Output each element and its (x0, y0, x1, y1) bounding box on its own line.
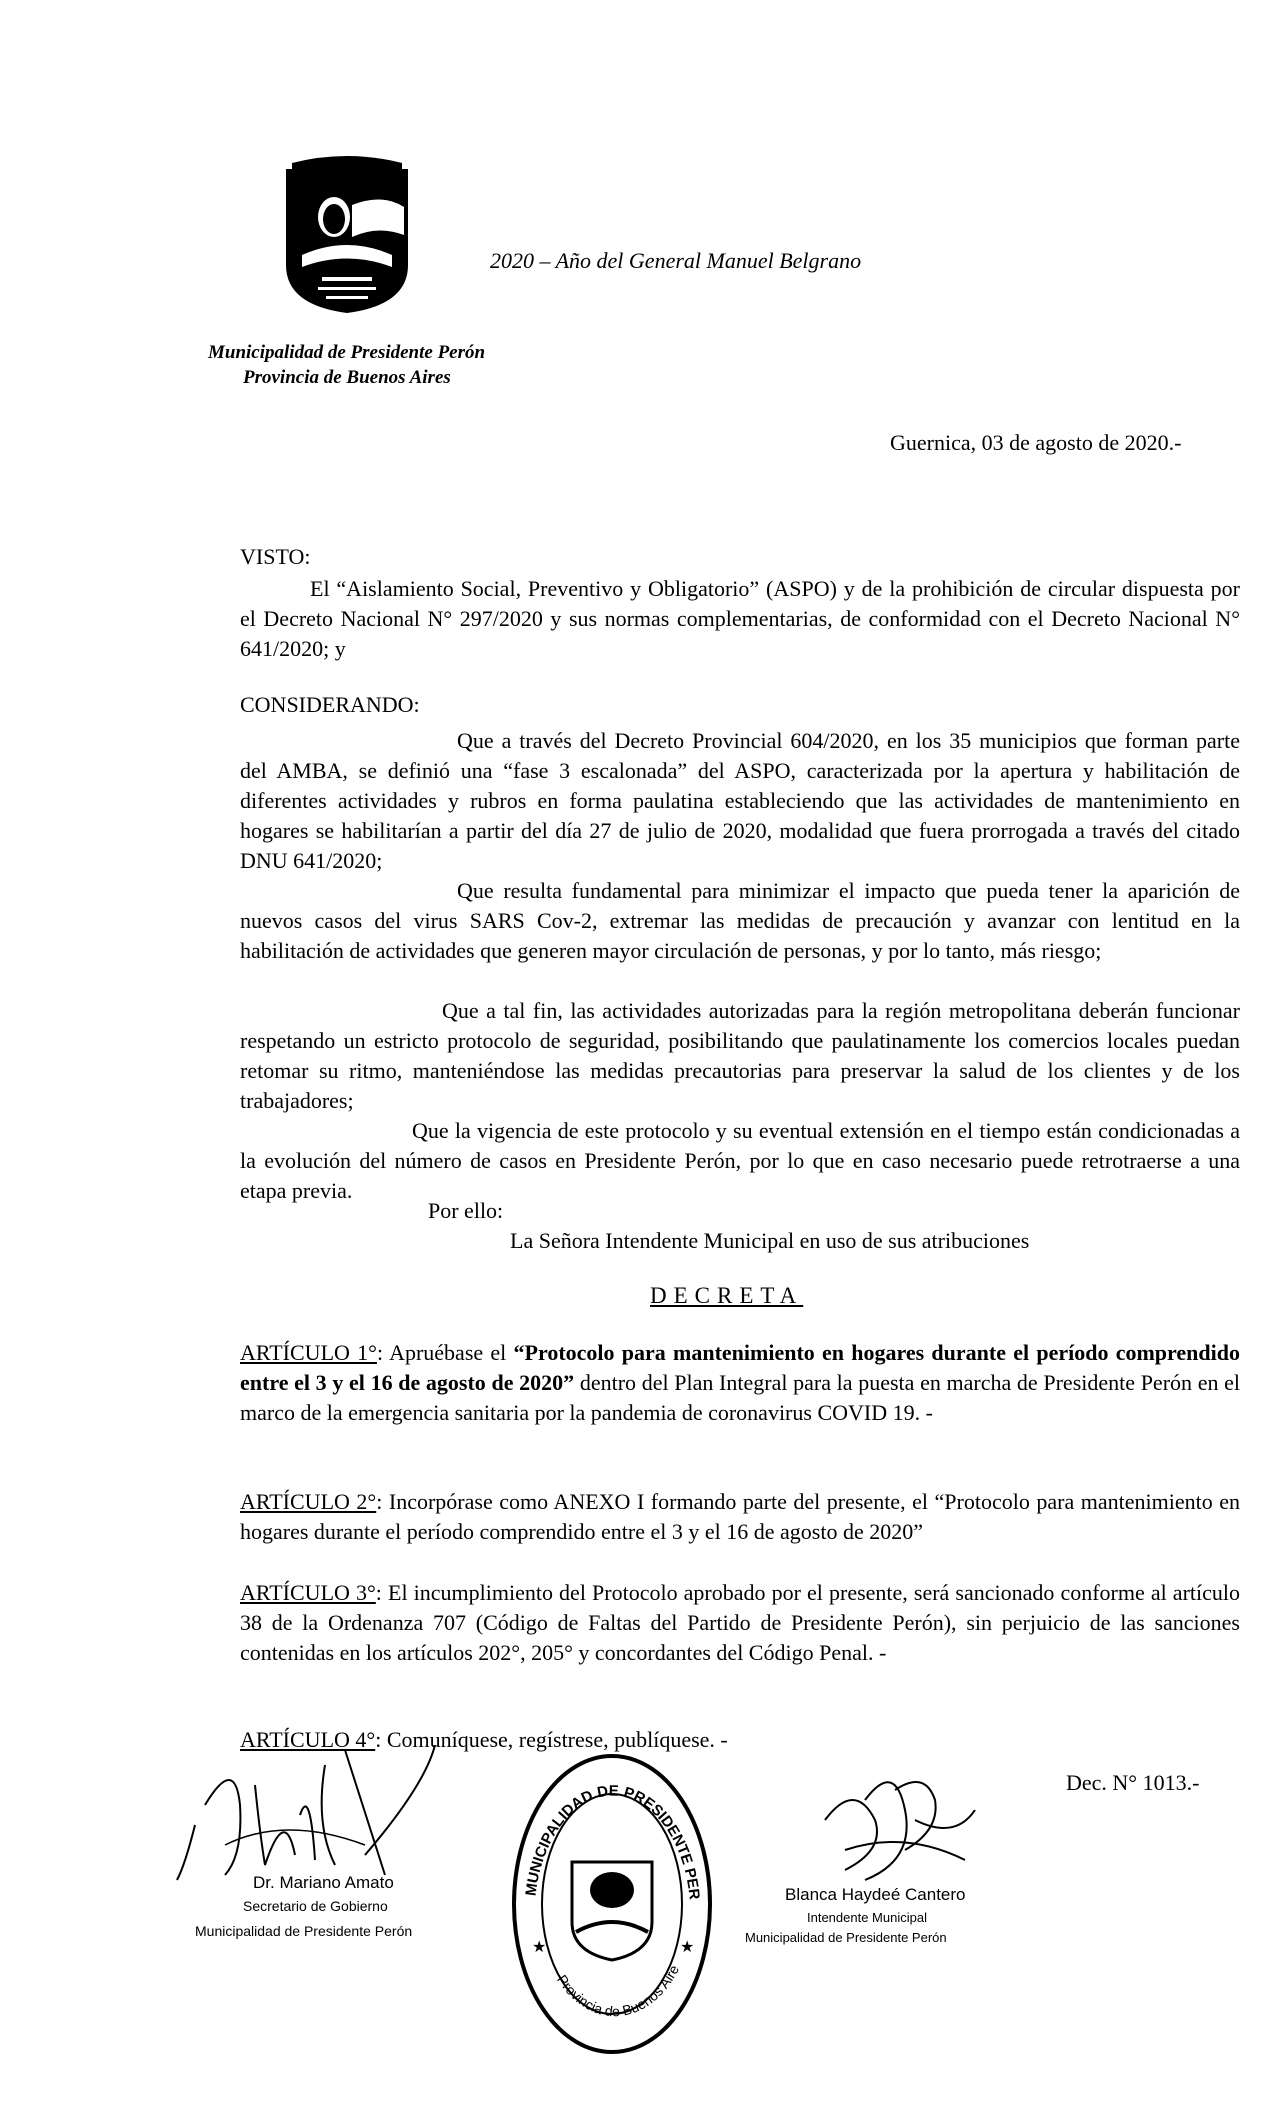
considerando-paragraph-2: Que resulta fundamental para minimizar el impacto que pueda tener la aparición de nuevos casos del virus SARS Cov-2, extremar las medidas de precaución y avanzar con lentitud en la habilitación de actividades que generen mayor circulación de personas, y por lo tanto, más riesgo; (240, 878, 1240, 963)
considerando-heading: CONSIDERANDO: (240, 692, 420, 717)
considerando-paragraph-3: Que a tal fin, las actividades autorizadas para la región metropolitana deberán funcionar respetando un estricto protocolo de seguridad, posibilitando que paulatinamente los comercios locales puedan retomar su ritmo, manteniéndose las medidas precautorias para preservar la salud de los clientes y de los trabajadores; (240, 998, 1240, 1113)
document-date: Guernica, 03 de agosto de 2020.- (890, 430, 1182, 455)
intendente-statement: La Señora Intendente Municipal en uso de sus atribuciones (510, 1228, 1030, 1253)
visto-text: El “Aislamiento Social, Preventivo y Obligatorio” (ASPO) y de la prohibición de circular dispuesta por el Decreto Nacional N° 297/2020 y sus normas complementarias, de conformidad con el Decreto Nacional N° 641/2020; y (240, 576, 1240, 661)
decree-number: Dec. N° 1013.- (1066, 1770, 1200, 1795)
intendente-name: Blanca Haydeé Cantero (785, 1885, 966, 1904)
por-ello: Por ello: (428, 1198, 504, 1223)
secretary-name: Dr. Mariano Amato (253, 1873, 394, 1892)
province-name: Provincia de Buenos Aires (243, 367, 451, 388)
article-1-intro: : Apruébase el (376, 1340, 514, 1365)
municipality-name: Municipalidad de Presidente Perón (208, 342, 486, 363)
secretary-title: Secretario de Gobierno (243, 1898, 388, 1914)
article-3-text: : El incumplimiento del Protocolo aprobado por el presente, será sancionado conforme al artículo 38 de la Ordenanza 707 (Código de Faltas del Partido de Presidente Perón), sin perjuicio de las sanciones contenidas en los artículos 202°, 205° y concordantes del Código Penal. - (240, 1580, 1240, 1665)
article-3-label: ARTÍCULO 3° (240, 1580, 376, 1605)
article-3 (240, 1578, 1240, 1668)
signature-block-intendente (745, 1760, 1045, 1945)
article-1-text: dentro del Plan Integral para la puesta en marcha de Presidente Perón en el marco de la emergencia sanitaria por la pandemia de coronavirus COVID 19. - (240, 1370, 1241, 1425)
intendente-title: Intendente Municipal (807, 1910, 927, 1925)
municipal-coat-of-arms-logo (282, 155, 412, 315)
intendente-org: Municipalidad de Presidente Perón (745, 1930, 947, 1945)
seal-star-left-icon: ★ (532, 1937, 547, 1956)
decreta-heading: DECRETA (650, 1283, 804, 1308)
seal-top-text: MUNICIPALIDAD DE PRESIDENTE PER (522, 1782, 703, 1901)
article-1-protocol-title: “Protocolo para mantenimiento en hogares durante el período comprendido entre el 3 y el 16 de agosto de 2020” (240, 1340, 1240, 1395)
seal-bottom-text: Provincia de Buenos Aire (554, 1962, 683, 2020)
handwritten-signature-intendente (745, 1760, 1045, 1890)
signature-block-secretary (165, 1745, 495, 1939)
article-4-text: : Comuníquese, regístrese, publíquese. - (375, 1727, 728, 1752)
considerando-paragraph-4: Que la vigencia de este protocolo y su eventual extensión en el tiempo están condicionadas a la evolución del número de casos en Presidente Perón, por lo que en caso necesario puede retrotraerse a una etapa previa. (240, 1118, 1240, 1203)
article-4-label: ARTÍCULO 4° (240, 1727, 376, 1752)
article-2-label: ARTÍCULO 2° (240, 1489, 377, 1514)
article-1-label: ARTÍCULO 1° (240, 1340, 377, 1365)
article-1 (240, 1338, 1240, 1428)
considerando-paragraph-1: Que a través del Decreto Provincial 604/2020, en los 35 municipios que forman parte del AMBA, se definió una “fase 3 escalonada” del ASPO, caracterizada por la apertura y habilitación de diferentes actividades y rubros en forma paulatina estableciendo que las actividades de mantenimiento en hogares se habilitarían a partir del día 27 de julio de 2020, modalidad que fuera prorrogada a través del citado DNU 641/2020; (240, 728, 1240, 873)
year-motto: 2020 – Año del General Manuel Belgrano (490, 248, 862, 273)
article-2-text: : Incorpórase como ANEXO I formando parte del presente, el “Protocolo para mantenimiento en hogares durante el período comprendido entre el 3 y el 16 de agosto de 2020” (240, 1489, 1240, 1544)
visto-heading: VISTO: (240, 544, 311, 569)
seal-star-right-icon: ★ (680, 1937, 695, 1956)
handwritten-signature-secretary (165, 1745, 495, 1885)
municipal-seal (510, 1752, 715, 2057)
article-2 (240, 1487, 1240, 1547)
secretary-org: Municipalidad de Presidente Perón (195, 1923, 413, 1939)
